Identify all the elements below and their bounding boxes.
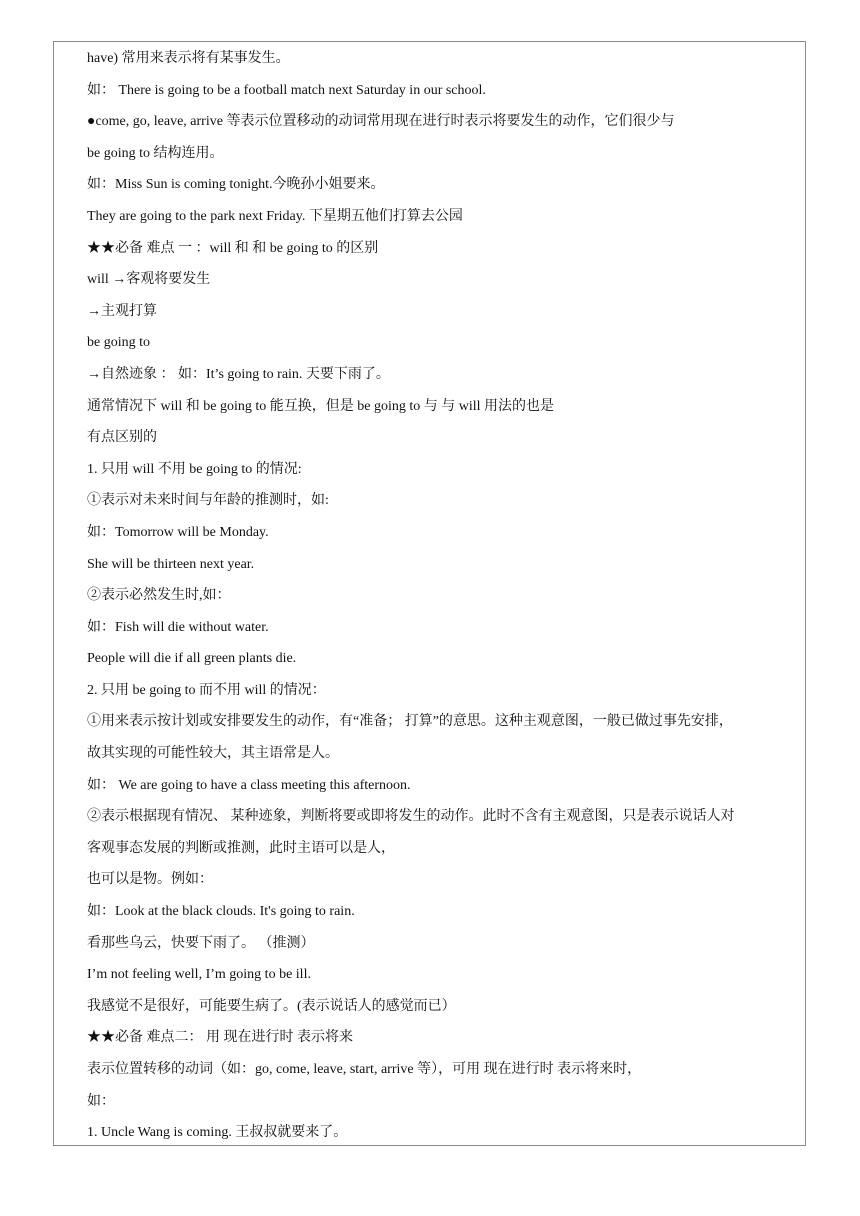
text-line: She will be thirteen next year. — [87, 556, 255, 572]
text-line: 1. 只用 will 不用 be going to 的情况: — [87, 461, 302, 477]
text-line: 客观事态发展的判断或推测，此时主语可以是人， — [87, 840, 395, 856]
text-line: 我感觉不是很好，可能要生病了。(表示说话人的感觉而已） — [87, 998, 456, 1014]
text-line: 如： We are going to have a class meeting this afternoon. — [87, 777, 411, 793]
text-line: 2. 只用 be going to 而不用 will 的情况： — [87, 682, 326, 698]
document-body — [87, 43, 802, 1149]
text-line: 如： — [87, 1093, 115, 1109]
text-line: I’m not feeling well, I’m going to be ill. — [87, 967, 311, 983]
text-line: 看那些乌云，快要下雨了。 （推测） — [87, 935, 315, 951]
text-line: 1. Uncle Wang is coming. 王叔叔就要来了。 — [87, 1125, 348, 1141]
text-line: 也可以是物。例如： — [87, 872, 213, 888]
text-line: 有点区别的 — [87, 430, 157, 446]
text-line: ①用来表示按计划或安排要发生的动作，有“准备； 打算”的意思。这种主观意图，一般已做过事先安排， — [87, 714, 733, 730]
text-line: ②表示根据现有情况、 某种迹象，判断将要或即将发生的动作。此时不含有主观意图，只是表示说话人对 — [87, 809, 735, 825]
text-line: 故其实现的可能性较大，其主语常是人。 — [87, 746, 339, 762]
text-line: 如：Miss Sun is coming tonight.今晚孙小姐要来。 — [87, 177, 385, 193]
text-line: have) 常用来表示将有某事发生。 — [87, 51, 290, 66]
text-line: People will die if all green plants die. — [87, 651, 297, 667]
text-line: will →客观将要发生 — [87, 272, 211, 288]
text-line: 如：Look at the black clouds. It's going to rain. — [87, 904, 355, 920]
text-line: ②表示必然发生时,如： — [87, 588, 231, 604]
text-line: ①表示对未来时间与年龄的推测时，如: — [87, 493, 329, 509]
text-line: 如： There is going to be a football match next Saturday in our school. — [87, 82, 486, 98]
text-line: 表示位置转移的动词（如：go, come, leave, start, arrive 等），可用 现在进行时 表示将来时， — [87, 1062, 642, 1077]
text-line: →主观打算 — [87, 303, 157, 319]
text-line: They are going to the park next Friday. 下星期五他们打算去公园 — [87, 208, 463, 224]
text-line: 通常情况下 will 和 be going to 能互换，但是 be going to 与 与 will 用法的也是 — [87, 398, 555, 414]
text-line: →自然迹象 ： 如：It’s going to rain. 天要下雨了。 — [87, 366, 390, 382]
text-line: ●come, go, leave, arrive 等表示位置移动的动词常用现在进行时表示将要发生的动作，它们很少与 — [87, 114, 675, 130]
text-line: 如：Tomorrow will be Monday. — [87, 524, 269, 540]
text-line: be going to 结构连用。 — [87, 145, 224, 161]
section-heading: ★★必备 难点二： 用 现在进行时 表示将来 — [87, 1030, 353, 1046]
text-line: be going to — [87, 335, 150, 351]
section-heading: ★★必备 难点 一 ：will 和 和 be going to 的区别 — [87, 240, 379, 256]
text-line: 如：Fish will die without water. — [87, 619, 269, 635]
